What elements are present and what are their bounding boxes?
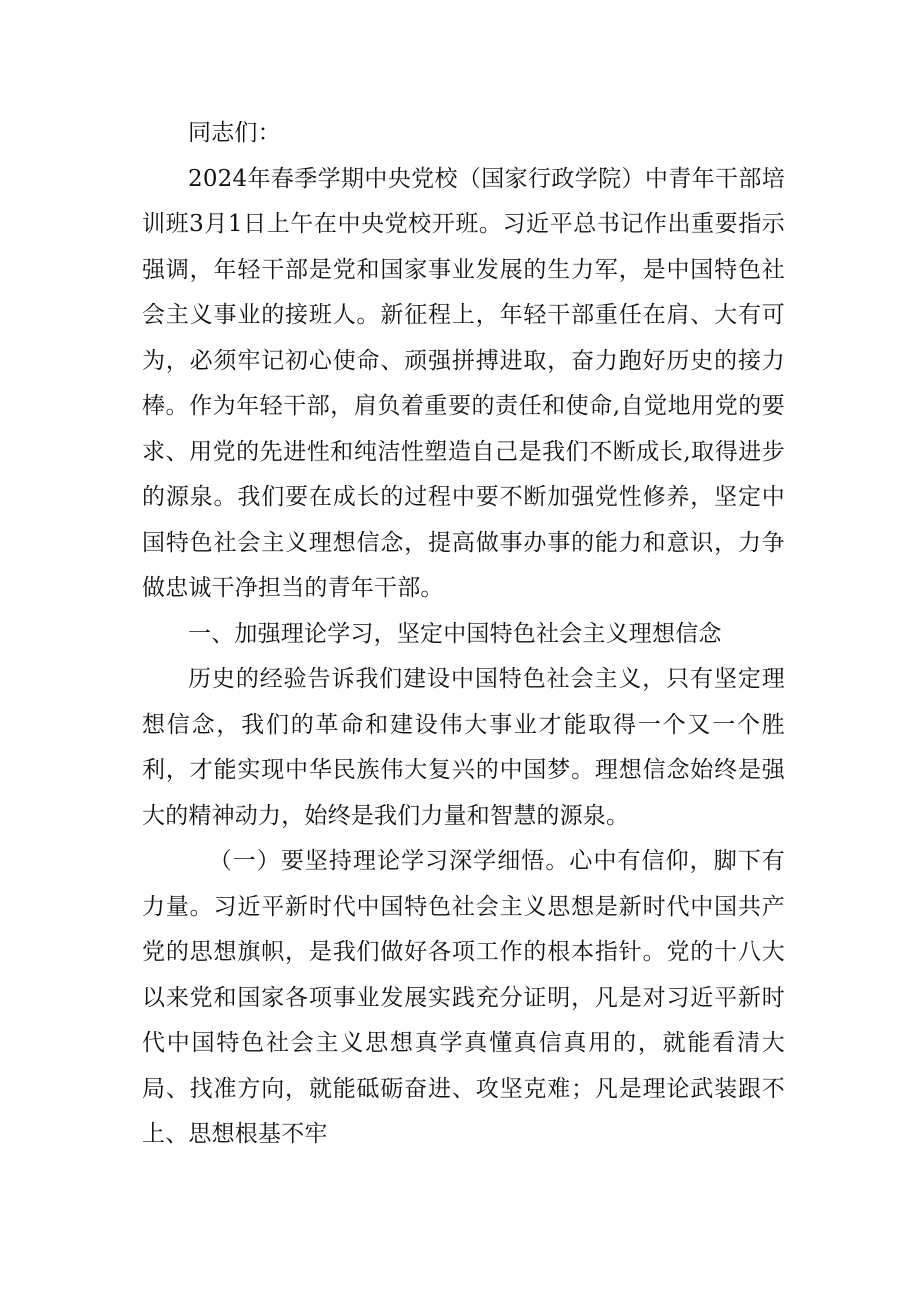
section-paragraph: 历史的经验告诉我们建设中国特色社会主义，只有坚定理想信念，我们的革命和建设伟大事业才能取得一个又一个胜利，才能实现中华民族伟大复兴的中国梦。理想信念始终是强大的精神动力，始终是我们力量和智慧的源泉。 <box>142 666 785 829</box>
salutation: 同志们： <box>188 120 281 146</box>
subsection-paragraph: （一）要坚持理论学习深学细悟。心中有信仰，脚下有力量。习近平新时代中国特色社会主义思想是新时代中国共产党的思想旗帜，是我们做好各项工作的根本指针。党的十八大以来党和国家各项事业发展实践充分证明，凡是对习近平新时代中国特色社会主义思想真学真懂真信真用的，就能看清大局、找准方向，就能砥砺奋进、攻坚克难；凡是理论武装跟不上、思想根基不牢 <box>142 848 785 1147</box>
intro-paragraph: 2024年春季学期中央党校（国家行政学院）中青年干部培训班3月1日上午在中央党校开班。习近平总书记作出重要指示强调，年轻干部是党和国家事业发展的生力军，是中国特色社会主义事业的接班人。新征程上，年轻干部重任在肩、大有可为，必须牢记初心使命、顽强拼搏进取，奋力跑好历史的接力棒。作为年轻干部，肩负着重要的责任和使命,自觉地用党的要求、用党的先进性和纯洁性塑造自己是我们不断成长,取得进步的源泉。我们要在成长的过程中要不断加强党性修养，坚定中国特色社会主义理想信念，提高做事办事的能力和意识，力争做忠诚干净担当的青年干部。 <box>142 165 785 601</box>
document-body <box>142 111 785 1158</box>
section-heading: 一、加强理论学习，坚定中国特色社会主义理想信念 <box>188 620 722 647</box>
